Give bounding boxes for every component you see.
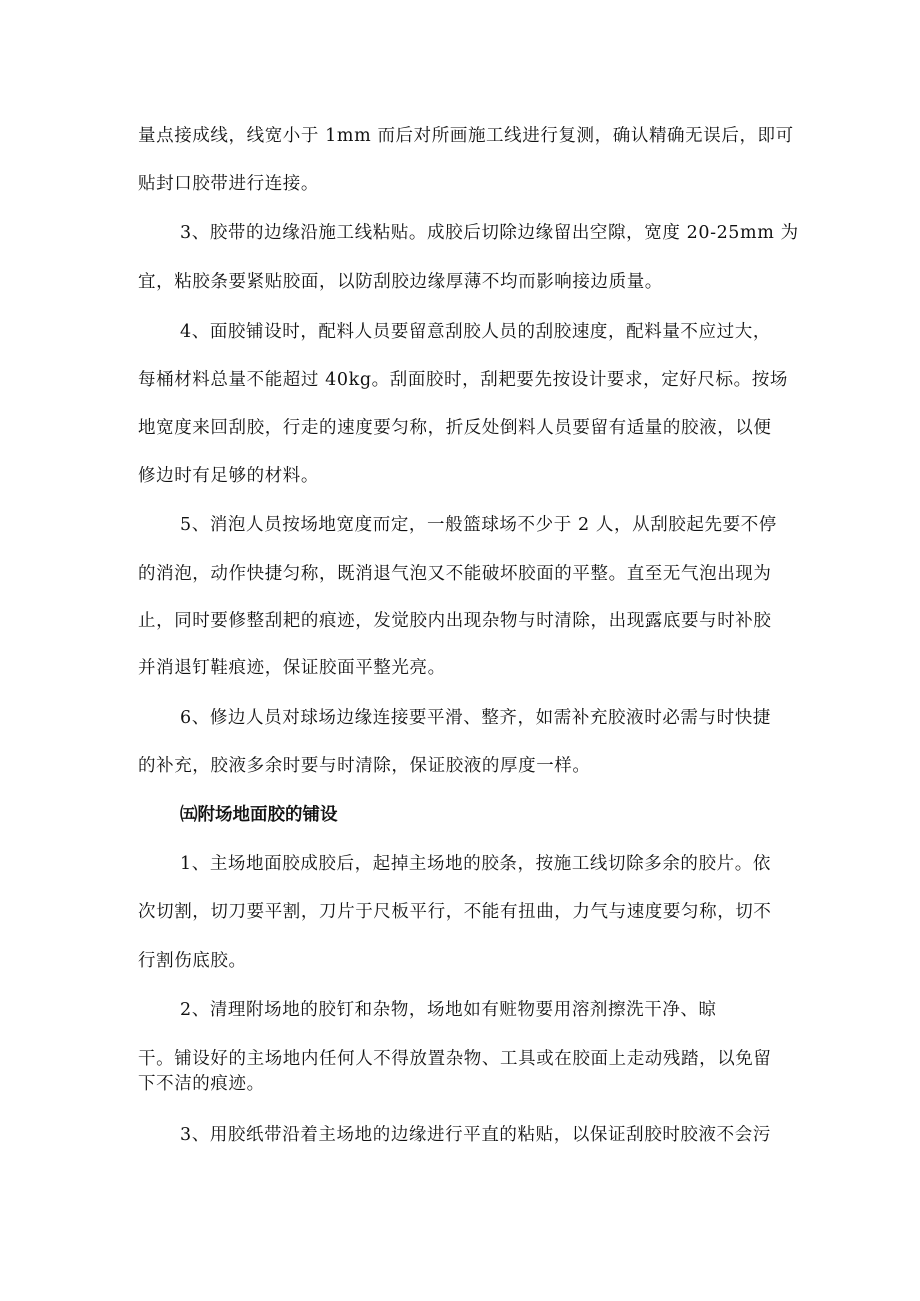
- paragraph-line: 贴封口胶带进行连接。: [138, 174, 319, 194]
- paragraph-line: 3、用胶纸带沿着主场地的边缘进行平直的粘贴，以保证刮胶时胶液不会污: [180, 1125, 771, 1145]
- paragraph-line: 地宽度来回刮胶，行走的速度要匀称，折反处倒料人员要留有适量的胶液，以便: [138, 418, 772, 438]
- paragraph-line: 5、消泡人员按场地宽度而定，一般篮球场不少于 2 人，从刮胶起先要不停: [180, 515, 777, 535]
- paragraph-line: 的消泡，动作快捷匀称，既消退气泡又不能破坏胶面的平整。直至无气泡出现为: [138, 564, 772, 584]
- paragraph-line: 宜，粘胶条要紧贴胶面，以防刮胶边缘厚薄不均而影响接边质量。: [138, 272, 663, 292]
- paragraph-line: 下不洁的痕迹。: [138, 1074, 265, 1094]
- paragraph-line: 干。铺设好的主场地内任何人不得放置杂物、工具或在胶面上走动残踏，以免留: [138, 1049, 772, 1069]
- paragraph-line: 3、胶带的边缘沿施工线粘贴。成胶后切除边缘留出空隙，宽度 20-25mm 为: [180, 223, 799, 243]
- paragraph-line: 并消退钉鞋痕迹，保证胶面平整光亮。: [138, 658, 446, 678]
- paragraph-line: 量点接成线，线宽小于 1mm 而后对所画施工线进行复测，确认精确无误后，即可: [138, 126, 794, 146]
- paragraph-line: 的补充，胶液多余时要与时清除，保证胶液的厚度一样。: [138, 756, 591, 776]
- paragraph-line: 修边时有足够的材料。: [138, 466, 319, 486]
- section-heading: ㈤附场地面胶的铺设: [180, 805, 338, 825]
- paragraph-line: 2、清理附场地的胶钉和杂物，场地如有赃物要用溶剂擦洗干净、晾: [180, 1000, 717, 1020]
- paragraph-line: 每桶材料总量不能超过 40kg。刮面胶时，刮耙要先按设计要求，定好尺标。按场: [138, 370, 788, 390]
- paragraph-line: 6、修边人员对球场边缘连接要平滑、整齐，如需补充胶液时必需与时快捷: [180, 708, 771, 728]
- paragraph-line: 止，同时要修整刮耙的痕迹，发觉胶内出现杂物与时清除，出现露底要与时补胶: [138, 611, 772, 631]
- paragraph-line: 1、主场地面胶成胶后，起掉主场地的胶条，按施工线切除多余的胶片。依: [180, 854, 771, 874]
- paragraph-line: 次切割，切刀要平割，刀片于尺板平行，不能有扭曲，力气与速度要匀称，切不: [138, 902, 772, 922]
- paragraph-line: 行割伤底胶。: [138, 951, 247, 971]
- paragraph-line: 4、面胶铺设时，配料人员要留意刮胶人员的刮胶速度，配料量不应过大，: [180, 322, 771, 342]
